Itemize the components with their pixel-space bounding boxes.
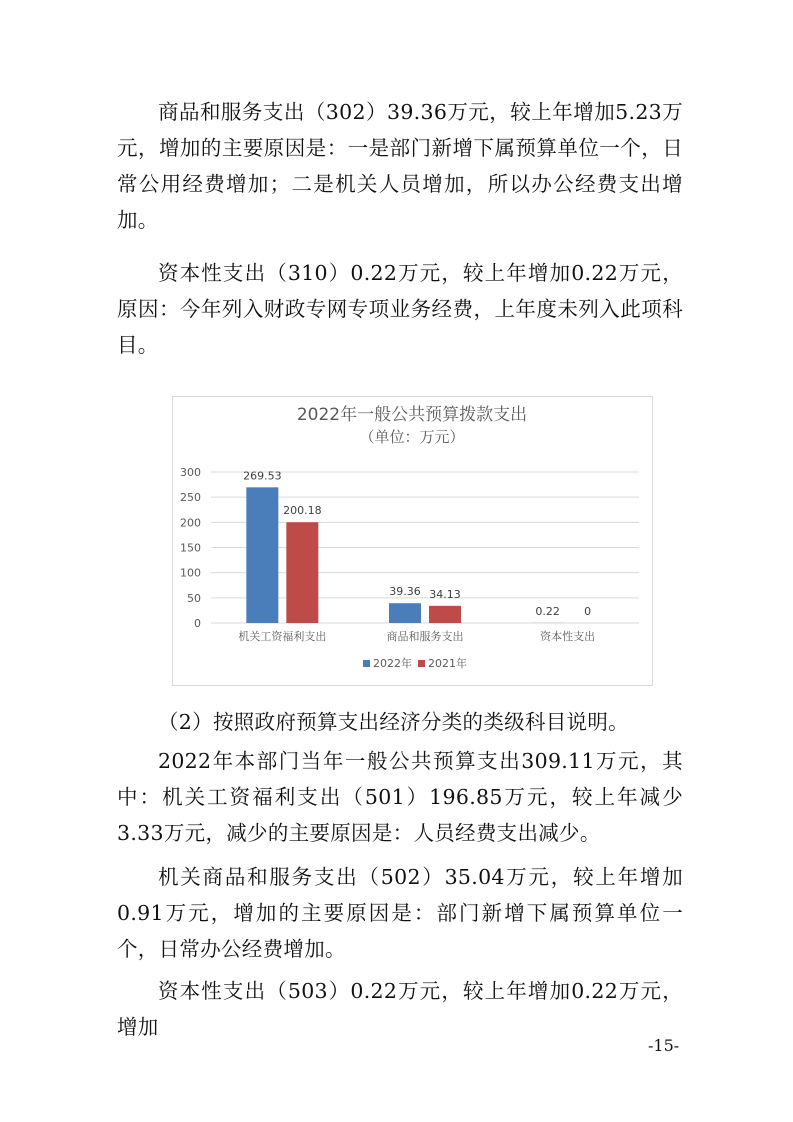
- category-label: 资本性支出: [540, 630, 596, 643]
- bar: [286, 522, 318, 623]
- data-label: 34.13: [429, 587, 461, 601]
- y-tick-label: 150: [180, 541, 201, 555]
- paragraph-capital-expense-503: 资本性支出（503）0.22万元，较上年增加0.22万元，增加: [117, 979, 683, 1039]
- y-tick-label: 200: [180, 516, 201, 530]
- paragraph-goods-services: 商品和服务支出（302）39.36万元，较上年增加5.23万元，增加的主要原因是：一是部门新增下属预算单位一个，日常公用经费增加；二是机关人员增加，所以办公经费支出增加。: [117, 100, 683, 232]
- data-label: 39.36: [389, 585, 421, 599]
- paragraph-agency-goods-services: 机关商品和服务支出（502）35.04万元，较上年增加0.91万元，增加的主要原因是：部门新增下属预算单位一个，日常办公经费增加。: [117, 865, 683, 961]
- y-tick-label: 100: [180, 566, 201, 580]
- paragraph-capital-expense: 资本性支出（310）0.22万元，较上年增加0.22万元，原因：今年列入财政专网专项业务经费，上年度未列入此项科目。: [117, 261, 683, 357]
- legend-swatch: [418, 660, 425, 667]
- y-tick-label: 0: [194, 617, 201, 630]
- y-tick-label: 50: [187, 591, 201, 605]
- legend-label: 2021年: [428, 657, 467, 670]
- section-heading-economic-classification: （2）按照政府预算支出经济分类的类级科目说明。: [158, 710, 629, 734]
- data-label: 0.22: [535, 604, 560, 618]
- chart-svg: [173, 397, 652, 685]
- data-label: 269.53: [243, 469, 282, 483]
- data-label: 0: [584, 605, 592, 618]
- y-tick-label: 300: [180, 466, 201, 479]
- chart-subtitle: （单位：万元）: [359, 428, 465, 446]
- legend-label: 2022年: [373, 657, 412, 670]
- legend-swatch: [363, 660, 370, 667]
- chart-title: 2022年一般公共预算拨款支出: [296, 405, 528, 425]
- paragraph-total-spending: 2022年本部门当年一般公共预算支出309.11万元，其中：机关工资福利支出（501）196.85万元，较上年减少3.33万元，减少的主要原因是：人员经费支出减少。: [117, 749, 683, 845]
- y-tick-label: 250: [180, 491, 201, 505]
- category-label: 机关工资福利支出: [238, 630, 327, 643]
- bar: [429, 606, 461, 623]
- bar: [389, 603, 421, 623]
- budget-bar-chart: [172, 396, 653, 686]
- bar: [246, 487, 278, 623]
- data-label: 200.18: [283, 504, 322, 518]
- page-number: -15-: [648, 1036, 680, 1055]
- category-label: 商品和服务支出: [386, 630, 464, 643]
